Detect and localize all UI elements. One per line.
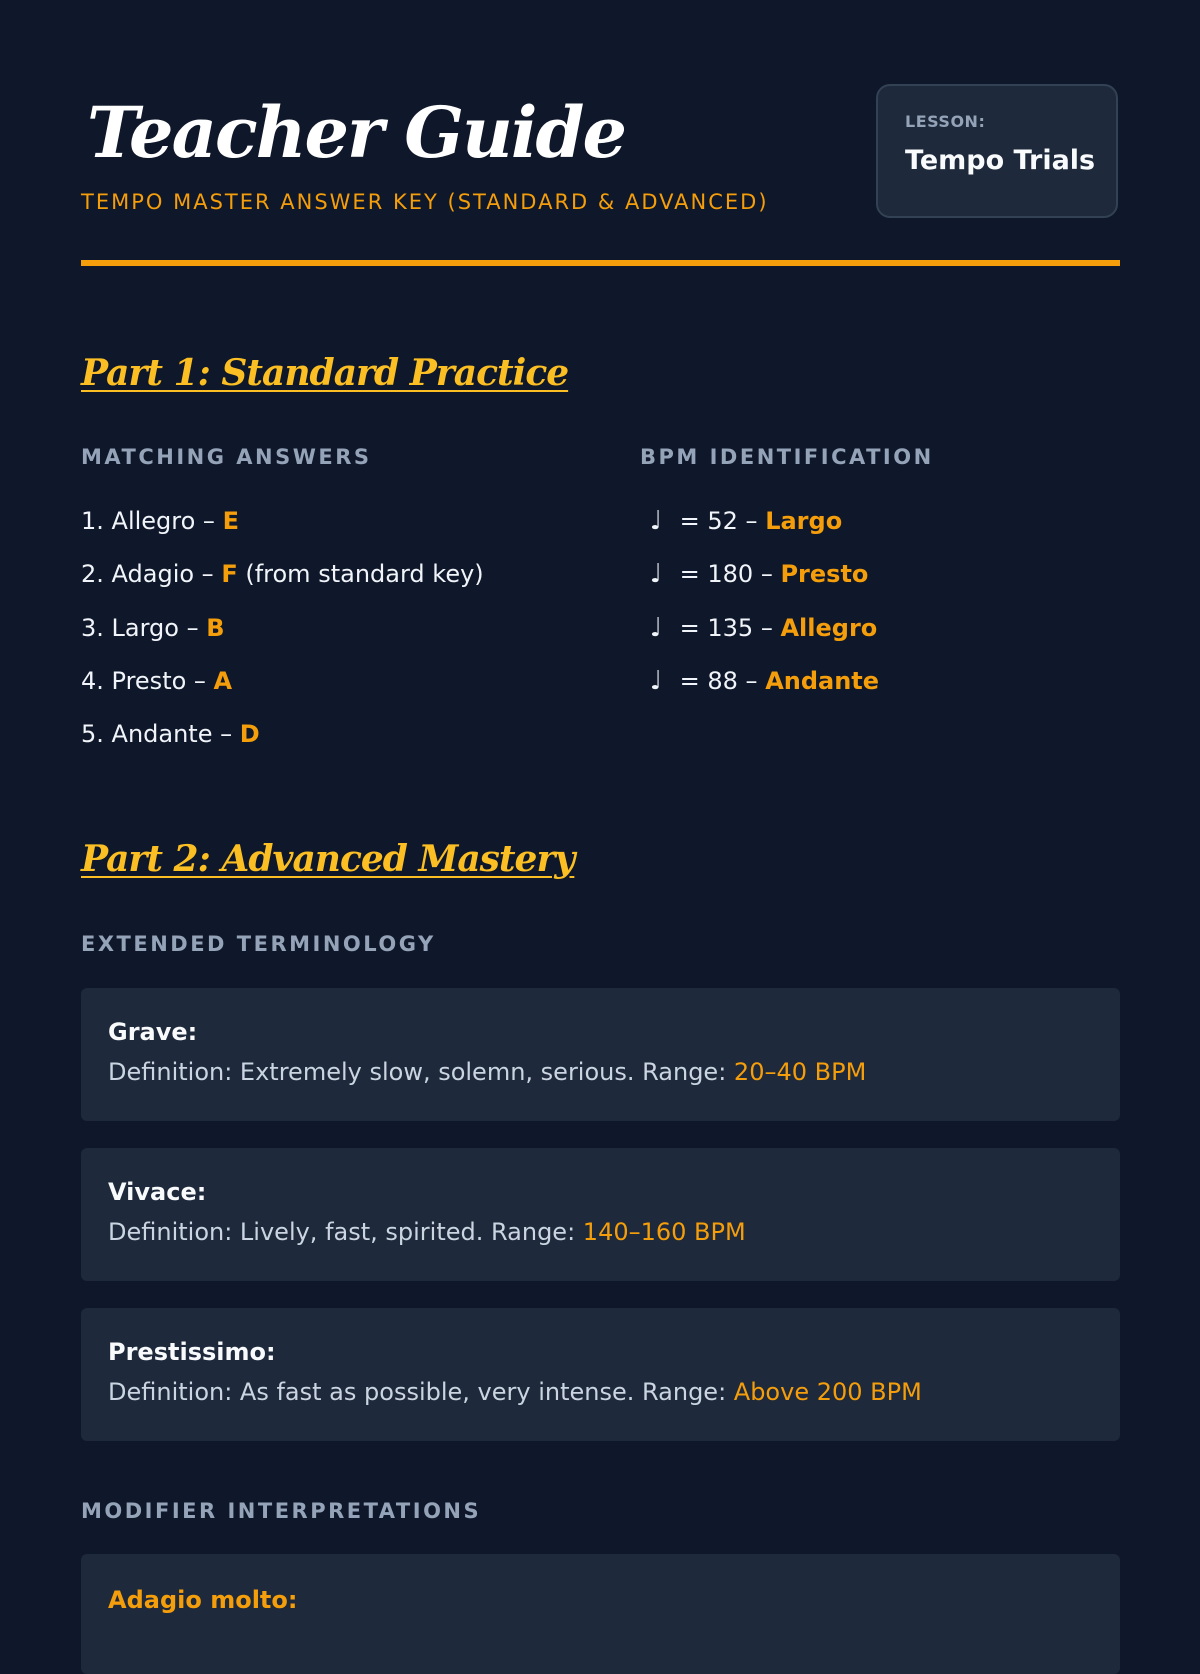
term-definition: Definition: As fast as possible, very intense. Range: Above 200 BPM <box>108 1378 922 1406</box>
tempo-answer: Largo <box>765 507 843 535</box>
answer-letter: A <box>213 666 233 695</box>
modifier-interpretations-label: MODIFIER INTERPRETATIONS <box>81 1499 482 1523</box>
header <box>81 0 1120 268</box>
tempo-answer: Andante <box>765 666 880 695</box>
matching-answer-item: 1. Allegro – E <box>81 507 239 535</box>
bpm-answer-item: ♩ = 180 – Presto <box>640 561 879 614</box>
bpm-answer-item: ♩ = 52 – Largo <box>640 508 879 561</box>
answer-letter: E <box>222 507 239 535</box>
matching-answers-label: MATCHING ANSWERS <box>81 445 372 469</box>
term-card-prestissimo <box>81 1308 1120 1441</box>
matching-answer-item: 2. Adagio – F (from standard key) <box>81 560 484 589</box>
quarter-note-icon: ♩ <box>649 559 663 590</box>
bpm-identification-label: BPM IDENTIFICATION <box>640 445 934 469</box>
teacher-guide-page <box>81 0 1120 1614</box>
part1-title: Part 1: Standard Practice <box>81 352 569 394</box>
lesson-badge <box>876 84 1118 218</box>
answer-letter: D <box>239 720 260 749</box>
bpm-identification-list <box>640 508 879 721</box>
term-range: 20–40 BPM <box>733 1058 867 1086</box>
extended-terminology-label: EXTENDED TERMINOLOGY <box>81 932 436 956</box>
term-name: Grave: <box>108 1018 198 1046</box>
quarter-note-icon: ♩ <box>649 506 663 536</box>
matching-answer-item: 4. Presto – A <box>81 666 233 695</box>
answer-letter: F <box>221 560 238 589</box>
page-title: Teacher Guide <box>87 91 625 174</box>
term-name: Prestissimo: <box>108 1338 276 1366</box>
matching-answer-item: 5. Andante – D <box>81 720 260 749</box>
header-divider <box>81 260 1120 266</box>
lesson-label: LESSON: <box>905 112 986 131</box>
term-card-grave <box>81 988 1120 1121</box>
page-subtitle: TEMPO MASTER ANSWER KEY (STANDARD & ADVANCED) <box>81 190 769 214</box>
term-range: Above 200 BPM <box>733 1378 922 1406</box>
matching-answer-item: 3. Largo – B <box>81 613 225 642</box>
tempo-answer: Presto <box>780 560 869 589</box>
part2-title: Part 2: Advanced Mastery <box>81 838 575 880</box>
tempo-answer: Allegro <box>780 613 878 642</box>
quarter-note-icon: ♩ <box>649 665 663 696</box>
modifier-name: Adagio molto: <box>108 1586 298 1614</box>
quarter-note-icon: ♩ <box>649 612 663 643</box>
bpm-answer-item: ♩ = 135 – Allegro <box>640 615 879 668</box>
term-card-vivace <box>81 1148 1120 1281</box>
term-definition: Definition: Lively, fast, spirited. Range: 140–160 BPM <box>108 1218 746 1246</box>
term-range: 140–160 BPM <box>582 1218 746 1246</box>
answer-letter: B <box>206 613 225 642</box>
term-definition: Definition: Extremely slow, solemn, serious. Range: 20–40 BPM <box>108 1058 867 1086</box>
matching-answers-list <box>81 508 484 774</box>
term-name: Vivace: <box>108 1178 207 1206</box>
bpm-answer-item: ♩ = 88 – Andante <box>640 668 879 721</box>
modifier-card-adagio-molto <box>81 1554 1120 1674</box>
lesson-value: Tempo Trials <box>905 145 1096 176</box>
